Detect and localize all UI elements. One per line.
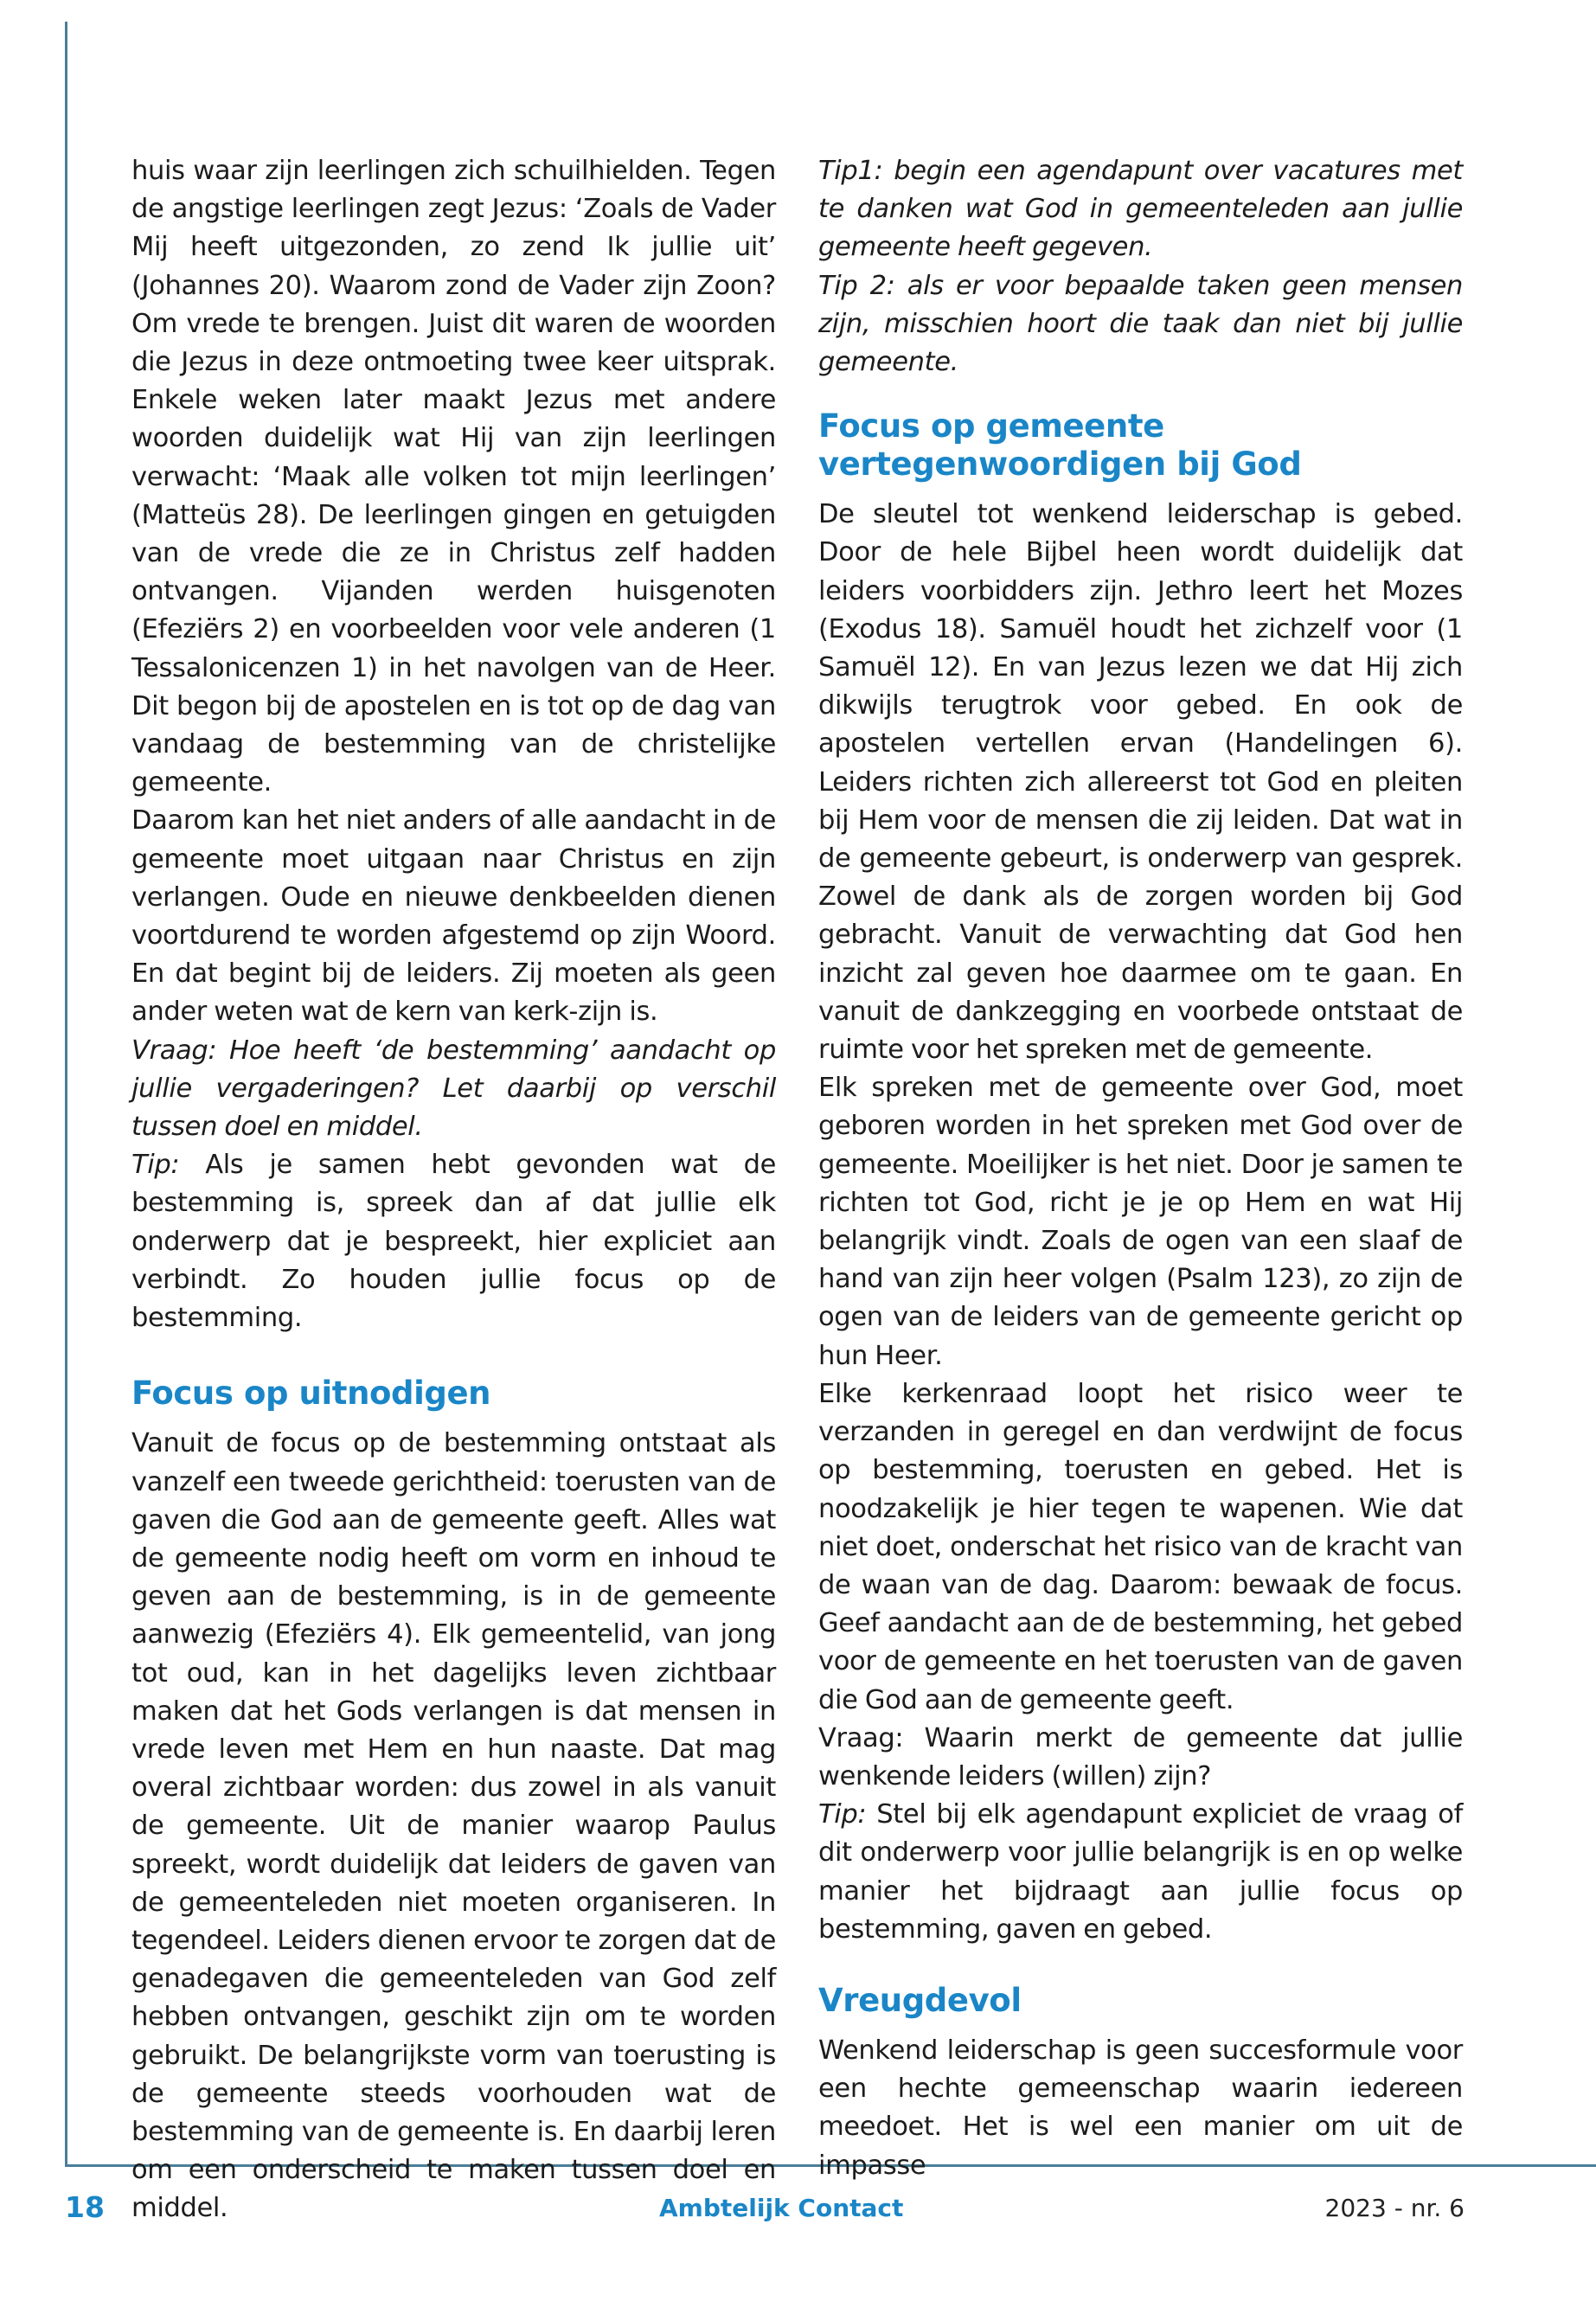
tip-text: Als je samen hebt gevonden wat de bestemming is, spreek dan af dat jullie elk onderwerp dat je bespreekt, hier expliciet aan verbindt. Zo houden jullie focus op de bestemming. — [131, 1150, 776, 1334]
issue-label: 2023 - nr. 6 — [1324, 2194, 1465, 2222]
section-heading-vertegenwoordigen — [818, 407, 1463, 484]
page-frame-vertical-rule — [65, 22, 67, 2167]
body-paragraph: Elke kerkenraad loopt het risico weer te verzanden in geregel en dan verdwijnt de focus op bestemming, toerusten en gebed. Het is noodzakelijk je hier tegen te wapenen. Wie dat niet doet, onderschat het risico van de kracht van de waan van de dag. Daarom: bewaak de focus. Geef aandacht aan de de bestemming, het gebed voor de gemeente en het toerusten van de gaven die God aan de gemeente geeft. — [818, 1378, 1463, 1715]
section-heading-uitnodigen: Focus op uitnodigen — [131, 1375, 491, 1413]
question-paragraph: Vraag: Hoe heeft ‘de bestemming’ aandacht op jullie vergaderingen? Let daarbij op verschil tussen doel en middel. — [131, 1035, 776, 1143]
tip1-paragraph: Tip1: begin een agendapunt over vacatures met te danken wat God in gemeenteleden aan jullie gemeente heeft gegeven. — [818, 156, 1463, 263]
body-paragraph: Elk spreken met de gemeente over God, moet geboren worden in het spreken met God over de gemeente. Moeilijker is het niet. Door je samen te richten tot God, richt je je op Hem en wat Hij belangrijk vindt. Zoals de ogen van een slaaf de hand van zijn heer volgen (Psalm 123), zo zijn de ogen van de leiders van de gemeente gericht op hun Heer. — [818, 1073, 1463, 1371]
question-paragraph: Vraag: Waarin merkt de gemeente dat jullie wenkende leiders (willen) zijn? — [818, 1722, 1463, 1791]
body-paragraph: Vanuit de focus op de bestemming ontstaat als vanzelf een tweede gerichtheid: toerusten van de gaven die God aan de gemeente geeft. Alles wat de gemeente nodig heeft om vorm en inhoud te geven aan de bestemming, is in de gemeente aanwezig (Efeziërs 4). Elk gemeentelid, van jong tot oud, kan in het dagelijks leven zichtbaar maken dat het Gods verlangen is dat mensen in vrede leven met Hem en hun naaste. Dat mag overal zichtbaar worden: dus zowel in als vanuit de gemeente. Uit de manier waarop Paulus spreekt, wordt duidelijk dat leiders de gaven van de gemeenteleden niet moeten organiseren. In tegendeel. Leiders dienen ervoor te zorgen dat de genadegaven die gemeenteleden van God zelf hebben ontvangen, geschikt zijn om te worden gebruikt. De belangrijkste vorm van toerusting is de gemeente steeds voorhouden wat de bestemming van de gemeente is. En daarbij leren om een onderscheid te maken tussen doel en middel. — [131, 1428, 776, 2224]
tip2-paragraph: Tip 2: als er voor bepaalde taken geen mensen zijn, misschien hoort die taak dan niet bij jullie gemeente. — [818, 270, 1463, 378]
left-column — [131, 152, 776, 2228]
body-paragraph: huis waar zijn leerlingen zich schuilhielden. Tegen de angstige leerlingen zegt Jezus: ‘Zoals de Vader Mij heeft uitgezonden, zo zend Ik jullie uit’ (Johannes 20). Waarom zond de Vader zijn Zoon? Om vrede te brengen. Juist dit waren de woorden die Jezus in deze ontmoeting twee keer uitsprak. Enkele weken later maakt Jezus met andere woorden duidelijk wat Hij van zijn leerlingen verwacht: ‘Maak alle volken tot mijn leerlingen’ (Matteüs 28). De leerlingen gingen en getuigden van de vrede die ze in Christus zelf hadden ontvangen. Vijanden werden huisgenoten (Efeziërs 2) en voorbeelden voor vele anderen (1 Tessalonicenzen 1) in het navolgen van de Heer. Dit begon bij de apostelen en is tot op de dag van vandaag de bestemming van de christelijke gemeente. — [131, 156, 776, 798]
body-paragraph: Wenkend leiderschap is geen succesformule voor een hechte gemeenschap waarin iedereen meedoet. Het is wel een manier om uit de impasse — [818, 2035, 1463, 2181]
heading-line-1: Focus op gemeente — [818, 407, 1164, 445]
section-heading-vreugdevol: Vreugdevol — [818, 1981, 1022, 2019]
body-paragraph: Daarom kan het niet anders of alle aandacht in de gemeente moet uitgaan naar Christus en zijn verlangen. Oude en nieuwe denkbeelden dienen voortdurend te worden afgestemd op zijn Woord. En dat begint bij de leiders. Zij moeten als geen ander weten wat de kern van kerk-zijn is. — [131, 805, 776, 1028]
right-column — [818, 152, 1463, 2185]
tip-text: Stel bij elk agendapunt expliciet de vraag of dit onderwerp voor jullie belangrijk is en op welke manier het bijdraagt aan jullie focus op bestemming, gaven en gebed. — [818, 1799, 1463, 1945]
tip-label: Tip: — [131, 1150, 180, 1181]
body-paragraph: De sleutel tot wenkend leiderschap is gebed. Door de hele Bijbel heen wordt duidelijk dat leiders voorbidders zijn. Jethro leert het Mozes (Exodus 18). Samuël houdt het zichzelf voor (1 Samuël 12). En van Jezus lezen we dat Hij zich dikwijls terugtrok voor gebed. En ook de apostelen vertellen ervan (Handelingen 6). Leiders richten zich allereerst tot God en pleiten bij Hem voor de mensen die zij leiden. Dat wat in de gemeente gebeurt, is onderwerp van gesprek. Zowel de dank als de zorgen worden bij God gebracht. Vanuit de verwachting dat God hen inzicht zal geven hoe daarmee om te gaan. En vanuit de dankzegging en voorbede ontstaat de ruimte voor het spreken met de gemeente. — [818, 499, 1463, 1066]
page-number: 18 — [65, 2190, 105, 2224]
tip-label: Tip: — [818, 1799, 867, 1830]
tip-paragraph — [131, 1146, 776, 1337]
heading-line-2: vertegenwoordigen bij God — [818, 445, 1302, 484]
tip-paragraph — [818, 1796, 1463, 1949]
magazine-title: Ambtelijk Contact — [659, 2194, 904, 2222]
